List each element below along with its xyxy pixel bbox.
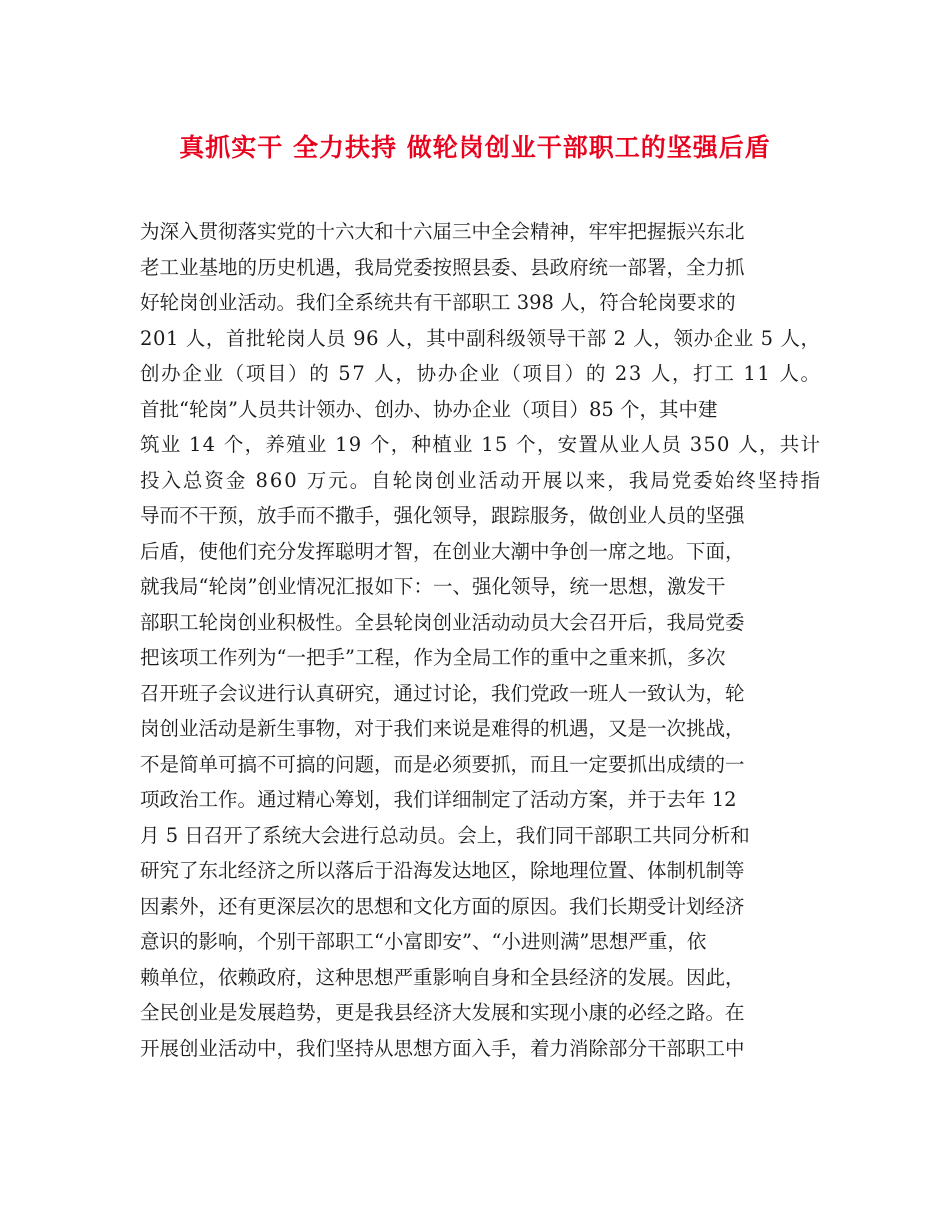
body-text-line: 把该项工作列为“一把手”工程，作为全局工作的重中之重来抓，多次 [140, 646, 726, 669]
body-text-line: 意识的影响，个别干部职工“小富即安”、“小进则满”思想严重，依 [140, 930, 707, 953]
body-text-line: 就我局“轮岗”创业情况汇报如下：一、强化领导，统一思想，激发干 [140, 575, 726, 598]
body-text-line: 导而不干预，放手而不撒手，强化领导，跟踪服务，做创业人员的坚强 [140, 504, 745, 527]
body-text-line: 投入总资金 860 万元。自轮岗创业活动开展以来，我局党委始终坚持指 [140, 468, 822, 492]
body-text-line: 全民创业是发展趋势，更是我县经济大发展和实现小康的必经之路。在 [140, 1001, 745, 1024]
document-title: 真抓实干 全力扶持 做轮岗创业干部职工的坚强后盾 [179, 133, 771, 162]
document-body [140, 214, 820, 1066]
body-text-line: 因素外，还有更深层次的思想和文化方面的原因。我们长期受计划经济 [140, 894, 745, 918]
body-text-line: 不是简单可搞不可搞的问题，而是必须要抓，而且一定要抓出成绩的一 [140, 752, 745, 776]
body-text-line: 项政治工作。通过精心筹划，我们详细制定了活动方案，并于去年 12 [140, 788, 737, 811]
body-text-line: 赖单位，依赖政府，这种思想严重影响自身和全县经济的发展。因此， [140, 965, 745, 989]
body-text-line: 老工业基地的历史机遇，我局党委按照县委、县政府统一部署，全力抓 [140, 255, 745, 279]
body-text-line: 创办企业（项目）的 57 人，协办企业（项目）的 23 人，打工 11 人。 [140, 362, 822, 385]
body-text-line: 岗创业活动是新生事物，对于我们来说是难得的机遇，又是一次挑战， [140, 717, 745, 740]
body-text-line: 月 5 日召开了系统大会进行总动员。会上，我们同干部职工共同分析和 [140, 823, 750, 847]
body-text-line: 开展创业活动中，我们坚持从思想方面入手，着力消除部分干部职工中 [140, 1036, 745, 1060]
body-text-line: 首批“轮岗”人员共计领办、创办、协办企业（项目）85 个，其中建 [140, 397, 718, 421]
body-text-line: 部职工轮岗创业积极性。全县轮岗创业活动动员大会召开后，我局党委 [140, 610, 745, 634]
body-text-line: 筑业 14 个，养殖业 19 个，种植业 15 个，安置从业人员 350 人，共计 [140, 433, 822, 456]
body-text-line: 后盾，使他们充分发挥聪明才智，在创业大潮中争创一席之地。下面， [140, 539, 745, 563]
body-text-line: 好轮岗创业活动。我们全系统共有干部职工 398 人，符合轮岗要求的 [140, 291, 736, 314]
body-text-line: 201 人，首批轮岗人员 96 人，其中副科级领导干部 2 人，领办企业 5 人， [140, 326, 821, 350]
body-text-line: 为深入贯彻落实党的十六大和十六届三中全会精神，牢牢把握振兴东北 [140, 220, 745, 243]
body-text-line: 召开班子会议进行认真研究，通过讨论，我们党政一班人一致认为，轮 [140, 681, 745, 705]
body-text-line: 研究了东北经济之所以落后于沿海发达地区，除地理位置、体制机制等 [140, 859, 745, 882]
